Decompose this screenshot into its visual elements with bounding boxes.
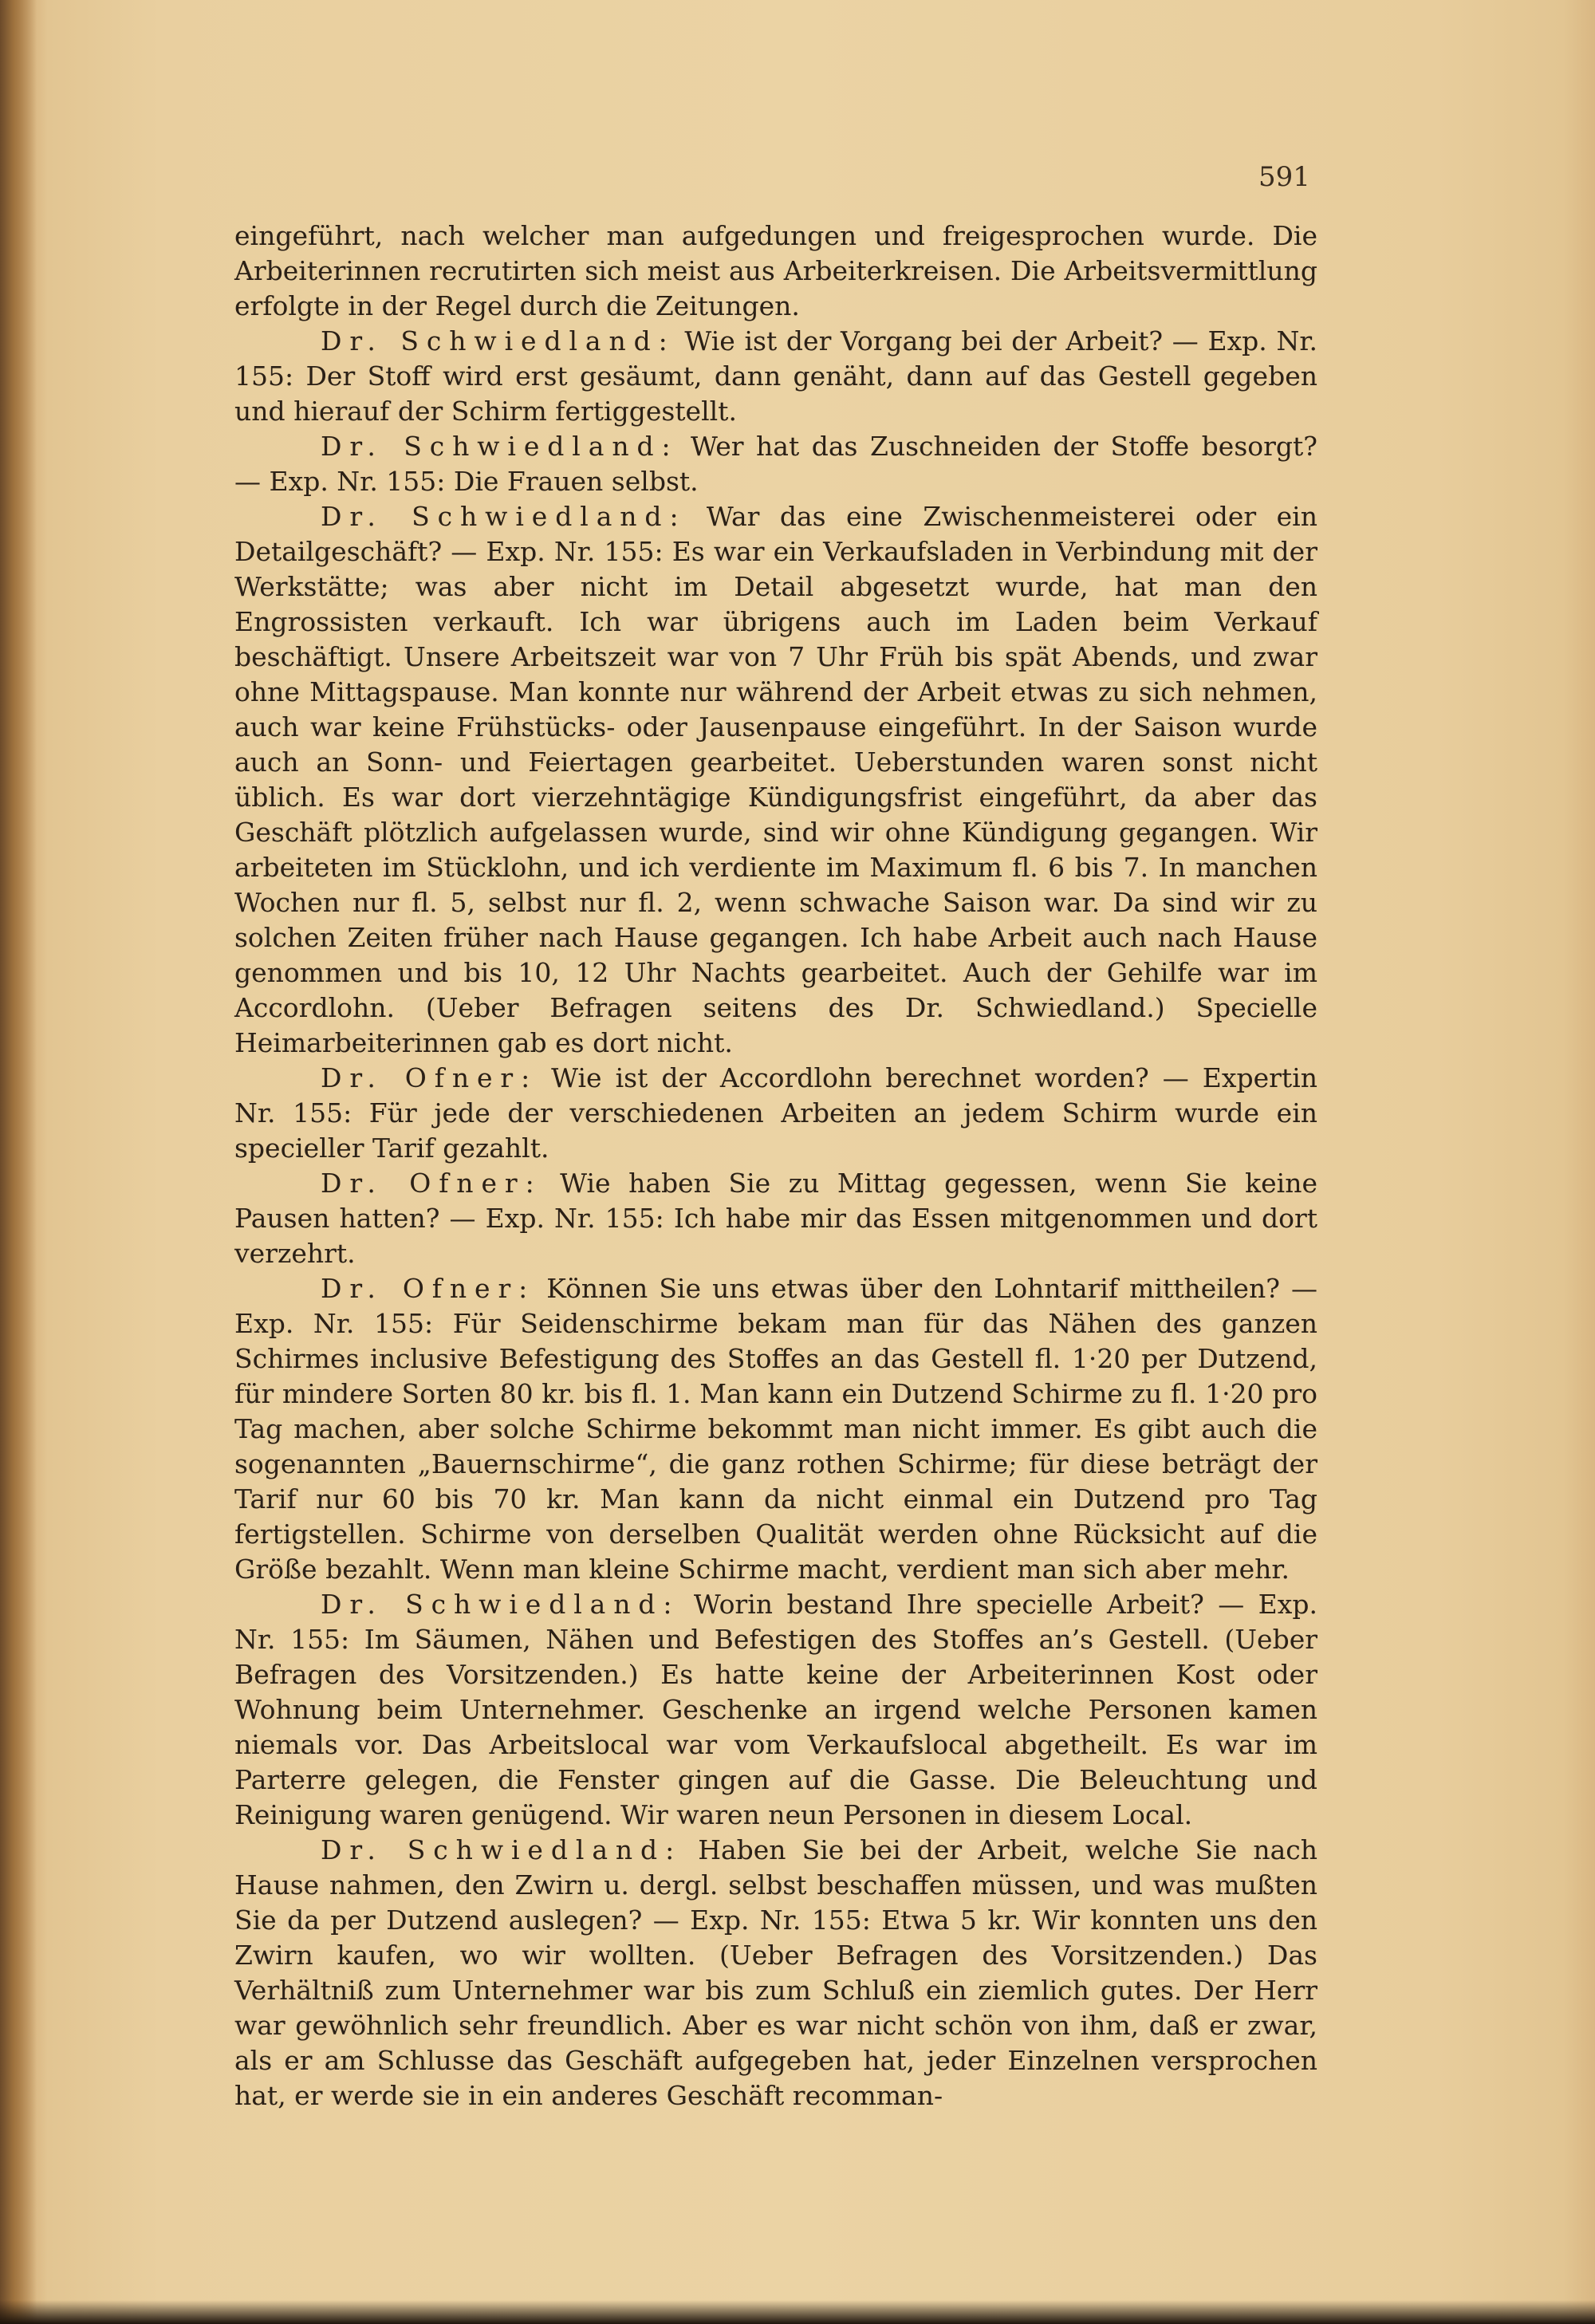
- speaker: Dr. Ofner:: [321, 1062, 538, 1093]
- paragraph-text: Haben Sie bei der Arbeit, welche Sie nach Hause nahmen, den Zwirn u. dergl. selbst beschaffen müssen, und was mußten Sie da per Dutzend auslegen? — Exp. Nr. 155: Etwa 5 kr. Wir konnten uns den Zwirn kaufen, wo wir wollten. (Ueber Befragen des Vorsitzenden.) Das Verhältniß zum Unternehmer war bis zum Schluß ein ziemlich gutes. Der Herr war gewöhnlich sehr freundlich. Aber es war nicht schön von ihm, daß er zwar, als er am Schlusse das Geschäft aufgegeben hat, jeder Einzelnen versprochen hat, er werde sie in ein anderes Geschäft recomman-: [234, 1834, 1317, 2111]
- paragraph-text: Wie ist der Accordlohn berechnet worden? — Expertin Nr. 155: Für jede der verschiedenen Arbeiten an jedem Schirm wurde ein specieller Tarif gezahlt.: [234, 1062, 1318, 1164]
- speaker: Dr. Schwiedland:: [321, 501, 687, 532]
- paragraph-1: [234, 324, 1317, 429]
- body-text: [234, 219, 1317, 2113]
- page-number: 591: [1258, 161, 1310, 193]
- speaker: Dr. Ofner:: [321, 1168, 542, 1199]
- paragraph-3: [234, 499, 1317, 1061]
- paragraph-text: Wer hat das Zuschneiden der Stoffe besorgt? — Exp. Nr. 155: Die Frauen selbst.: [234, 431, 1317, 497]
- paragraph-text: Wie ist der Vorgang bei der Arbeit? — Exp. Nr. 155: Der Stoff wird erst gesäumt, dann genäht, dann auf das Gestell gegeben und hierauf der Schirm fertiggestellt.: [234, 325, 1317, 427]
- speaker: Dr. Schwiedland:: [321, 325, 675, 356]
- paragraph-text: Können Sie uns etwas über den Lohntarif mittheilen? — Exp. Nr. 155: Für Seidenschirme bekam man für das Nähen des ganzen Schirmes inclusive Befestigung des Stoffes an das Gestell fl. 1·20 per Dutzend, für mindere Sorten 80 kr. bis fl. 1. Man kann ein Dutzend Schirme zu fl. 1·20 pro Tag machen, aber solche Schirme bekommt man nicht immer. Es gibt auch die sogenannten „Bauernschirme“, die ganz rothen Schirme; für diese beträgt der Tarif nur 60 bis 70 kr. Man kann da nicht einmal ein Dutzend pro Tag fertigstellen. Schirme von derselben Qualität werden ohne Rücksicht auf die Größe bezahlt. Wenn man kleine Schirme macht, verdient man sich aber mehr.: [234, 1273, 1318, 1585]
- speaker: Dr. Ofner:: [321, 1273, 536, 1304]
- binding-gutter: [0, 0, 37, 2324]
- paragraph-text: Worin bestand Ihre specielle Arbeit? — Exp. Nr. 155: Im Säumen, Nähen und Befestigen des Stoffes an’s Gestell. (Ueber Befragen des Vorsitzenden.) Es hatte keine der Arbeiterinnen Kost oder Wohnung beim Unternehmer. Geschenke an irgend welche Personen kamen niemals vor. Das Arbeitslocal war vom Verkaufslocal abgetheilt. Es war im Parterre gelegen, die Fenster gingen auf die Gasse. Die Beleuchtung und Reinigung waren genügend. Wir waren neun Personen in diesem Local.: [234, 1589, 1317, 1830]
- paragraph-4: [234, 1061, 1317, 1166]
- paragraph-6: [234, 1271, 1317, 1587]
- paragraph-text: War das eine Zwischenmeisterei oder ein Detailgeschäft? — Exp. Nr. 155: Es war ein Verkaufsladen in Verbindung mit der Werkstätte; was aber nicht im Detail abgesetzt wurde, hat man den Engrossisten verkauft. Ich war übrigens auch im Laden beim Verkauf beschäftigt. Unsere Arbeitszeit war von 7 Uhr Früh bis spät Abends, und zwar ohne Mittagspause. Man konnte nur während der Arbeit etwas zu sich nehmen, auch war keine Frühstücks- oder Jausenpause eingeführt. In der Saison wurde auch an Sonn- und Feiertagen gearbeitet. Ueberstunden waren sonst nicht üblich. Es war dort vierzehntägige Kündigungsfrist eingeführt, da aber das Geschäft plötzlich aufgelassen wurde, sind wir ohne Kündigung gegangen. Wir arbeiteten im Stücklohn, und ich verdiente im Maximum fl. 6 bis 7. In manchen Wochen nur fl. 5, selbst nur fl. 2, wenn schwache Saison war. Da sind wir zu solchen Zeiten früher nach Hause gegangen. Ich habe Arbeit auch nach Hause genommen und bis 10, 12 Uhr Nachts gearbeitet. Auch der Gehilfe war im Accordlohn. (Ueber Befragen seitens des Dr. Schwiedland.) Specielle Heimarbeiterinnen gab es dort nicht.: [234, 501, 1317, 1058]
- speaker: Dr. Schwiedland:: [321, 1834, 683, 1865]
- paragraph-0: [234, 219, 1317, 324]
- paragraph-5: [234, 1166, 1317, 1271]
- speaker: Dr. Schwiedland:: [321, 431, 679, 462]
- paragraph-8: [234, 1833, 1317, 2113]
- speaker: Dr. Schwiedland:: [321, 1589, 680, 1620]
- paragraph-2: [234, 429, 1317, 499]
- page-bottom-edge: [0, 2300, 1595, 2324]
- paragraph-7: [234, 1587, 1317, 1833]
- paragraph-text: eingeführt, nach welcher man aufgedungen und freigesprochen wurde. Die Arbeiterinnen recrutirten sich meist aus Arbeiterkreisen. Die Arbeitsvermittlung erfolgte in der Regel durch die Zeitungen.: [234, 220, 1317, 321]
- paragraph-text: Wie haben Sie zu Mittag gegessen, wenn Sie keine Pausen hatten? — Exp. Nr. 155: Ich habe mir das Essen mitgenommen und dort verzehrt.: [234, 1168, 1318, 1269]
